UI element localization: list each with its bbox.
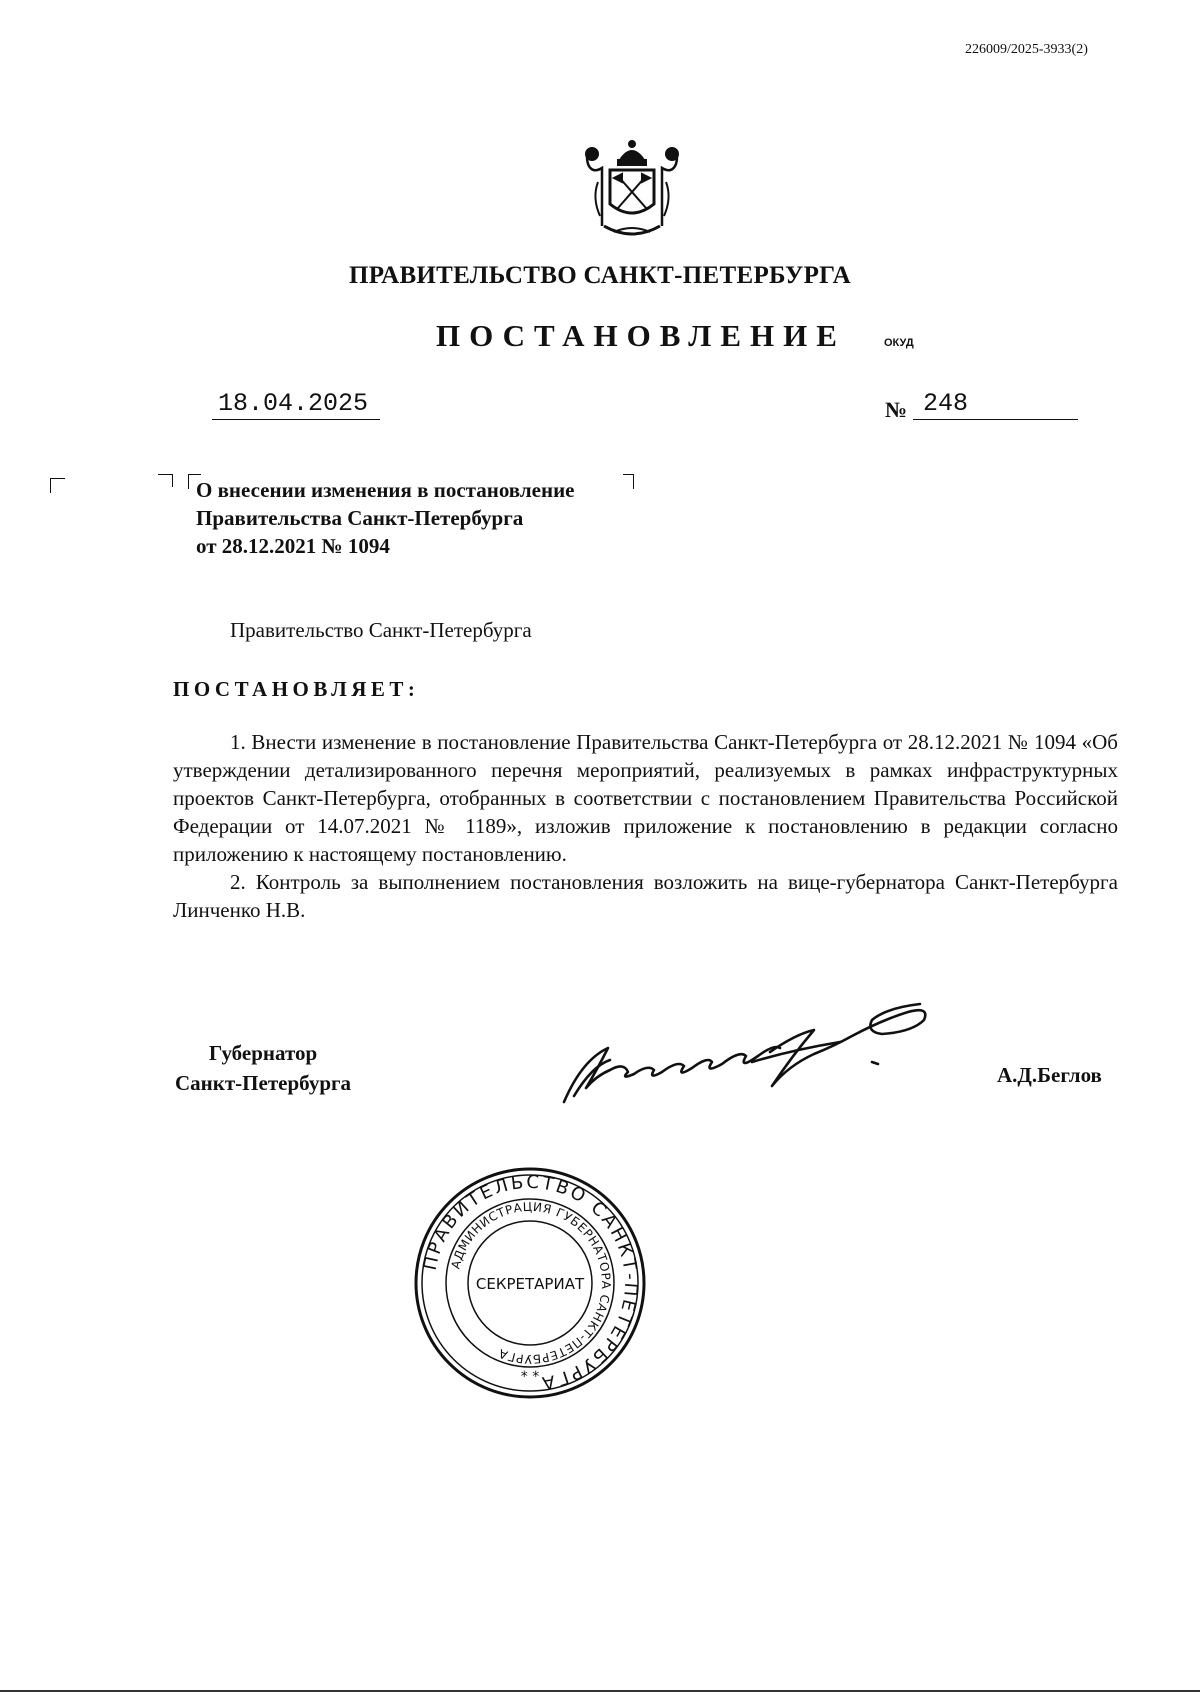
handwritten-signature-icon	[552, 990, 952, 1110]
seal-center-text: СЕКРЕТАРИАТ	[475, 1275, 585, 1293]
subject-line: от 28.12.2021 № 1094	[196, 534, 390, 558]
subject-line: О внесении изменения в постановление	[196, 478, 575, 502]
seal-star-icon: * *	[520, 1369, 540, 1385]
document-subject	[196, 476, 575, 560]
document-body	[173, 728, 1118, 924]
corner-mark-subject-right	[623, 474, 634, 489]
coat-of-arms-icon	[578, 138, 686, 242]
seal-inner-text: АДМИНИСТРАЦИЯ ГУБЕРНАТОРА САНКТ-ПЕТЕРБУРГА	[448, 1199, 614, 1367]
number-label: №	[885, 397, 908, 422]
subject-line: Правительства Санкт-Петербурга	[196, 506, 524, 530]
document-number: 248	[923, 389, 969, 418]
resolves-heading: ПОСТАНОВЛЯЕТ:	[173, 677, 420, 701]
issuer-line: Правительство Санкт-Петербурга	[230, 618, 532, 642]
signer-position-line: Губернатор	[208, 1041, 318, 1065]
document-reference-number: 226009/2025-3933(2)	[965, 42, 1088, 57]
document-type-title: ПОСТАНОВЛЕНИЕ	[436, 318, 846, 353]
official-seal-icon	[410, 1163, 650, 1403]
signer-position-line: Санкт-Петербурга	[175, 1071, 352, 1095]
okud-label: ОКУД	[884, 337, 914, 349]
seal-outer-text: ПРАВИТЕЛЬСТВО САНКТ-ПЕТЕРБУРГА	[419, 1171, 642, 1394]
signer-position	[175, 1038, 351, 1098]
signer-name: А.Д.Беглов	[997, 1063, 1102, 1087]
clause-2: 2. Контроль за выполнением постановления возложить на вице-губернатора Санкт-Петербурга Линченко Н.В.	[173, 870, 1118, 922]
number-field	[913, 389, 1078, 420]
corner-mark-subject-left-a	[158, 474, 173, 487]
clause-1: 1. Внести изменение в постановление Правительства Санкт-Петербурга от 28.12.2021 № 1094 «Об утверждении детализированного перечня мероприятий, реализуемых в рамках инфраструктурных проектов Санкт-Петербурга, отобранных в соответствии с постановлением Правительства Российской Федерации от 14.07.2021 № 1189», изложив приложение к постановлению в редакции согласно приложению к настоящему постановлению.	[173, 730, 1118, 866]
government-title: ПРАВИТЕЛЬСТВО САНКТ-ПЕТЕРБУРГА	[348, 262, 852, 289]
date-field	[212, 389, 380, 420]
document-date: 18.04.2025	[218, 389, 369, 418]
corner-mark-left	[50, 478, 65, 493]
page-bottom-border	[0, 1690, 1200, 1692]
